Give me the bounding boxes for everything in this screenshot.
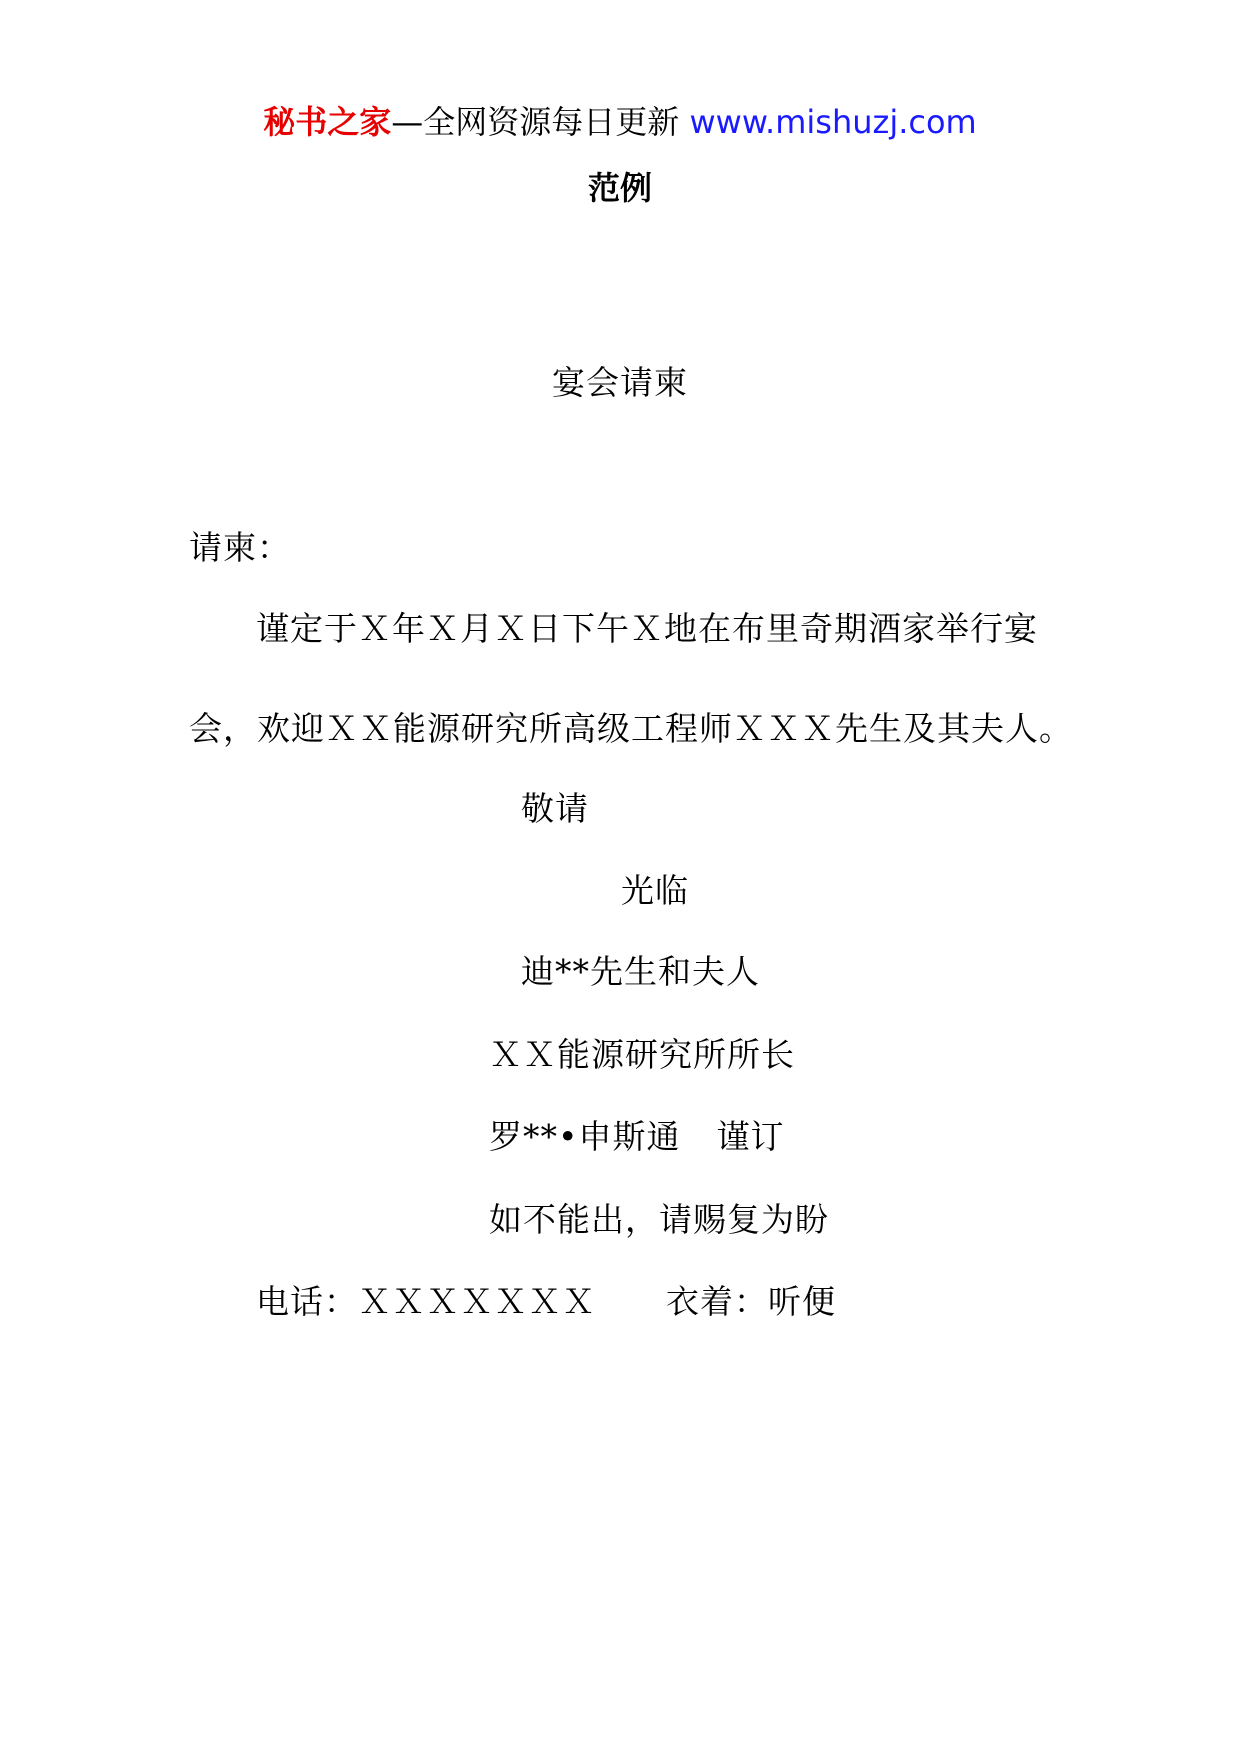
signer-action: 谨订 xyxy=(716,1117,785,1156)
invitation-paragraph-line1: 谨定于Ｘ年Ｘ月Ｘ日下午Ｘ地在布里奇期酒家举行宴 xyxy=(256,609,1038,648)
site-brand: 秘书之家 xyxy=(263,103,392,141)
rsvp-note: 如不能出，请赐复为盼 xyxy=(489,1200,829,1239)
contact-line xyxy=(256,1282,836,1321)
invitation-salutation: 请柬： xyxy=(189,528,291,567)
guest-name: 迪**先生和夫人 xyxy=(521,952,760,991)
invitation-title: 宴会请柬 xyxy=(552,363,688,402)
phone-info: 电话：ＸＸＸＸＸＸＸ xyxy=(256,1282,596,1321)
respectfully-text: 敬请 xyxy=(521,789,589,828)
page-subtitle: 范例 xyxy=(587,169,652,207)
site-url-link[interactable]: www.mishuzj.com xyxy=(689,103,977,141)
invitation-paragraph-line2: 会，欢迎ＸＸ能源研究所高级工程师ＸＸＸ先生及其夫人。 xyxy=(189,709,1073,748)
dress-code: 衣着：听便 xyxy=(666,1282,836,1321)
site-header xyxy=(0,103,1240,141)
presence-text: 光临 xyxy=(621,871,689,910)
signer-line xyxy=(489,1117,785,1156)
host-organization: ＸＸ能源研究所所长 xyxy=(489,1035,795,1074)
signer-name: 罗**•申斯通 xyxy=(489,1117,681,1156)
site-slogan: —全网资源每日更新 xyxy=(391,103,680,141)
